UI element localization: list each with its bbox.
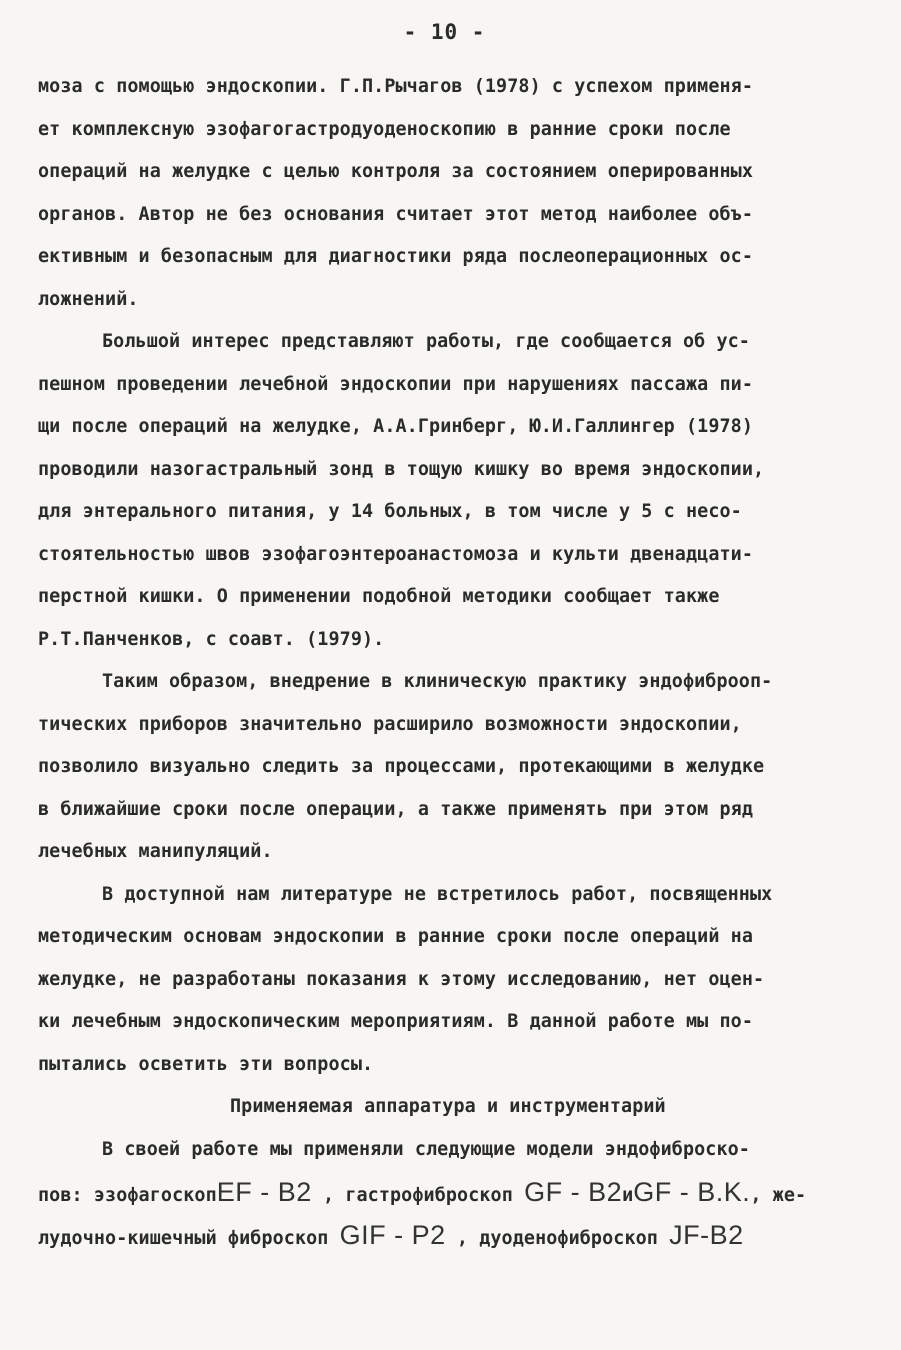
text-line: для энтерального питания, у 14 больных, в том числе у 5 с несо- xyxy=(38,501,742,522)
text-line: В доступной нам литературе не встретилось работ, посвященных xyxy=(102,883,773,905)
text-line: лечебных манипуляций. xyxy=(38,841,273,862)
text-line-with-handwriting xyxy=(38,1214,851,1257)
text-line: ет комплексную эзофагогастродуоденоскопию в ранние сроки после xyxy=(38,118,731,140)
handwritten-model: GF - B.K. xyxy=(633,1177,751,1207)
text-line: в ближайшие сроки после операции, а также применять при этом ряд xyxy=(38,798,754,820)
text-line: методическим основам эндоскопии в ранние сроки после операций на xyxy=(38,926,754,947)
text-line: Р.Т.Панченков, с соавт. (1979). xyxy=(38,628,385,650)
text-line: перстной кишки. О применении подобной методики сообщает также xyxy=(38,586,720,607)
typed-text: , дуоденофиброскоп xyxy=(445,1227,658,1249)
text-line: В своей работе мы применяли следующие модели эндофиброско- xyxy=(102,1138,750,1160)
page-number: - 10 - xyxy=(403,20,486,44)
text-line-with-handwriting xyxy=(38,1171,851,1214)
typed-text: , гастрофиброскоп xyxy=(311,1185,513,1206)
text-line: ки лечебным эндоскопическим мероприятиям. В данной работе мы по- xyxy=(38,1011,754,1032)
text-line: желудке, не разработаны показания к этому исследованию, нет оцен- xyxy=(38,968,765,990)
handwritten-model: JF-B2 xyxy=(669,1219,744,1250)
text-line: позволило визуально следить за процессами, протекающими в желудке xyxy=(38,756,765,777)
typed-text: , же- xyxy=(750,1185,807,1206)
text-line: моза с помощью эндоскопии. Г.П.Рычагов (1978) с успехом применя- xyxy=(38,76,754,97)
text-line: ективным и безопасным для диагностики ряда послеоперационных ос- xyxy=(38,246,754,267)
handwritten-model: GIF - P2 xyxy=(339,1219,446,1250)
text-line: щи после операций на желудке, А.А.Гринберг, Ю.И.Галлингер (1978) xyxy=(38,416,754,437)
text-line: операций на желудке с целью контроля за состоянием оперированных xyxy=(38,161,754,182)
text-line: Большой интерес представляют работы, где сообщается об ус- xyxy=(102,331,750,352)
typed-text: пов: эзофагоскоп xyxy=(38,1185,217,1206)
text-line: проводили назогастральный зонд в тощую кишку во время эндоскопии, xyxy=(38,458,765,480)
text-line: стоятельностью швов эзофагоэнтероанастомоза и культи двенадцати- xyxy=(38,543,754,565)
text-line: пешном проведении лечебной эндоскопии при нарушениях пассажа пи- xyxy=(38,373,754,395)
section-heading: Применяемая аппаратура и инструментарий xyxy=(230,1096,666,1117)
text-line: тических приборов значительно расширило возможности эндоскопии, xyxy=(38,713,742,735)
typed-text: лудочно-кишечный фиброскоп xyxy=(38,1227,329,1249)
typed-text: и xyxy=(622,1185,634,1206)
handwritten-model: GF - B2 xyxy=(524,1177,623,1207)
text-line: Таким образом, внедрение в клиническую практику эндофиброоп- xyxy=(102,671,773,692)
handwritten-model: EF - B2 xyxy=(216,1177,312,1207)
text-line: ложнений. xyxy=(38,288,139,310)
text-line: пытались осветить эти вопросы. xyxy=(38,1053,374,1075)
text-line: органов. Автор не без основания считает этот метод наиболее объ- xyxy=(38,203,754,225)
